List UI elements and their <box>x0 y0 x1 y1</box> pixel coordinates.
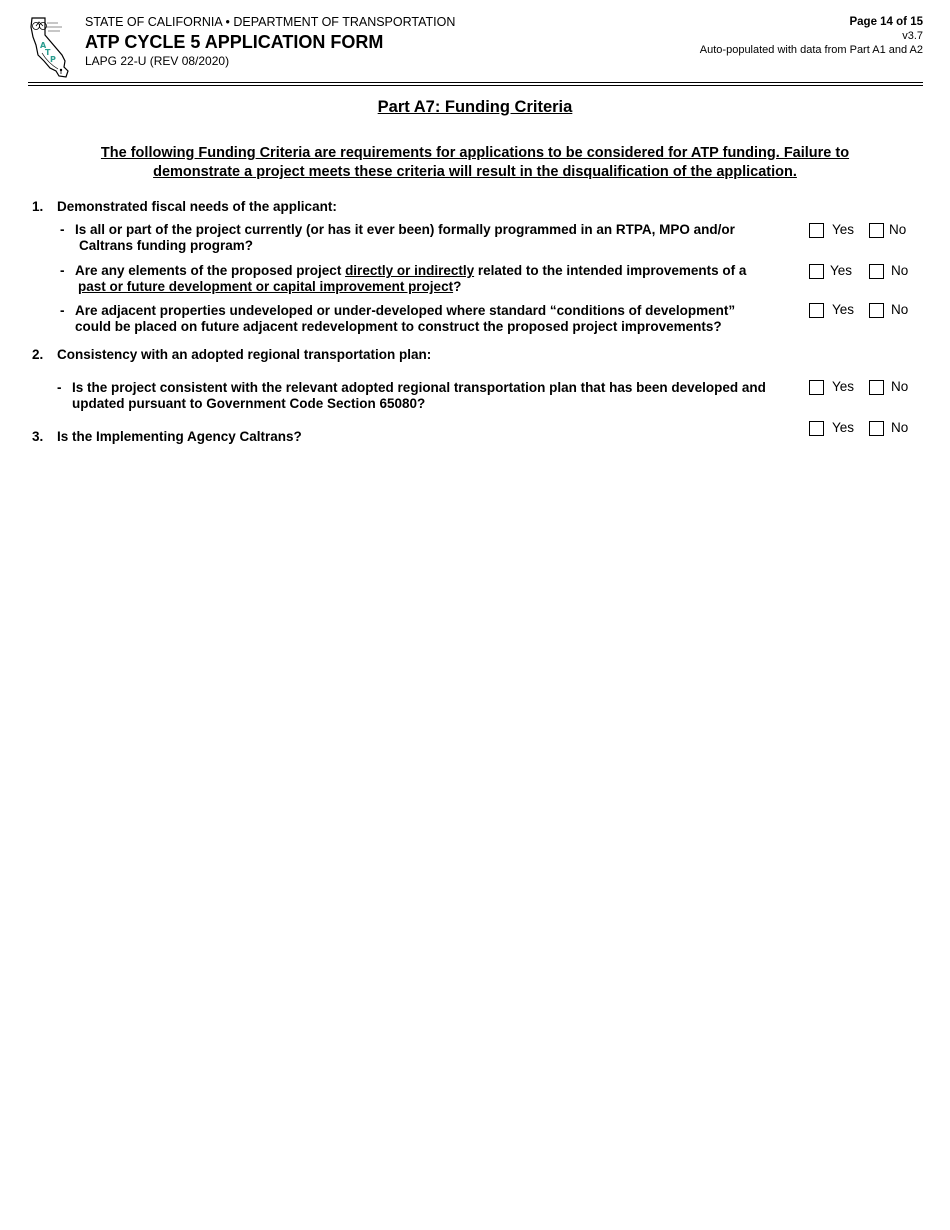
question-text-emphasis: directly or indirectly <box>345 263 475 278</box>
intro-line-2: demonstrate a project meets these criteria will result in the disqualification of the application. <box>153 164 797 180</box>
item-number: 1. <box>32 199 44 214</box>
question-line: Are adjacent properties undeveloped or under-developed where standard “conditions of development” <box>75 303 736 318</box>
part-title: Part A7: Funding Criteria <box>377 98 573 116</box>
item-heading: Is the Implementing Agency Caltrans? <box>57 429 302 444</box>
item-number: 3. <box>32 429 44 444</box>
yes-checkbox[interactable] <box>809 223 824 238</box>
question-text <box>75 303 735 335</box>
bullet-dash: - <box>60 263 65 278</box>
yes-no-group <box>809 223 919 239</box>
bullet-dash: - <box>57 380 62 395</box>
question-line <box>75 279 746 295</box>
yes-label: Yes <box>832 302 855 317</box>
no-checkbox[interactable] <box>869 264 884 279</box>
no-label: No <box>891 263 909 278</box>
yes-label: Yes <box>832 379 855 394</box>
form-version: v3.7 <box>902 30 923 42</box>
yes-checkbox[interactable] <box>809 421 824 436</box>
no-checkbox[interactable] <box>869 303 884 318</box>
no-label: No <box>891 420 909 435</box>
yes-no-group <box>809 303 921 319</box>
form-header <box>28 12 923 82</box>
question-line <box>75 263 746 279</box>
bullet-dash: - <box>60 222 65 237</box>
item-heading: Consistency with an adopted regional transportation plan: <box>57 347 432 362</box>
header-divider-bottom <box>28 85 923 86</box>
yes-label: Yes <box>832 222 855 237</box>
question-text <box>72 380 766 412</box>
yes-no-group <box>809 264 921 280</box>
question-line: Is all or part of the project currently (or has it ever been) formally programmed in an RTPA, MPO and/or <box>75 222 735 237</box>
form-code: LAPG 22-U (REV 08/2020) <box>85 54 230 68</box>
item-number: 2. <box>32 347 44 362</box>
yes-no-group <box>809 380 921 396</box>
yes-no-group <box>809 421 921 437</box>
question-line: Caltrans funding program? <box>79 238 254 253</box>
bullet-dash: - <box>60 303 65 318</box>
svg-text:P: P <box>50 55 56 64</box>
question-line: Is the project consistent with the relevant adopted regional transportation plan that has been developed and <box>72 380 766 395</box>
agency-name: STATE OF CALIFORNIA • DEPARTMENT OF TRANSPORTATION <box>85 15 456 29</box>
svg-text:T: T <box>45 48 51 57</box>
yes-label: Yes <box>830 263 853 278</box>
question-text <box>75 263 746 295</box>
yes-checkbox[interactable] <box>809 264 824 279</box>
atp-california-logo <box>28 15 72 79</box>
svg-text:A: A <box>40 41 47 50</box>
no-checkbox[interactable] <box>869 380 884 395</box>
question-text-part: Are any elements of the proposed project <box>75 263 346 278</box>
question-text <box>75 222 735 254</box>
no-checkbox[interactable] <box>869 421 884 436</box>
autopopulated-note: Auto-populated with data from Part A1 and A2 <box>699 44 923 56</box>
yes-label: Yes <box>832 420 855 435</box>
yes-checkbox[interactable] <box>809 303 824 318</box>
no-label: No <box>891 379 909 394</box>
no-checkbox[interactable] <box>869 223 884 238</box>
no-label: No <box>889 222 907 237</box>
header-left <box>85 15 455 69</box>
question-text-emphasis: past or future development or capital improvement project <box>78 279 454 294</box>
item-heading: Demonstrated fiscal needs of the applicant: <box>57 199 337 214</box>
header-right <box>700 15 923 58</box>
question-line: updated pursuant to Government Code Section 65080? <box>72 396 426 411</box>
intro-statement <box>60 144 890 182</box>
page-number: Page 14 of 15 <box>849 16 923 28</box>
no-label: No <box>891 302 909 317</box>
question-line: could be placed on future adjacent redevelopment to construct the proposed project improvements? <box>75 319 722 334</box>
question-text-part: related to the intended improvements of a <box>474 263 747 278</box>
yes-checkbox[interactable] <box>809 380 824 395</box>
question-text-part: ? <box>453 279 462 294</box>
header-divider-top <box>28 82 923 83</box>
intro-line-1: The following Funding Criteria are requirements for applications to be considered for ATP funding. Failure to <box>100 145 850 161</box>
form-title: ATP CYCLE 5 APPLICATION FORM <box>85 32 384 52</box>
